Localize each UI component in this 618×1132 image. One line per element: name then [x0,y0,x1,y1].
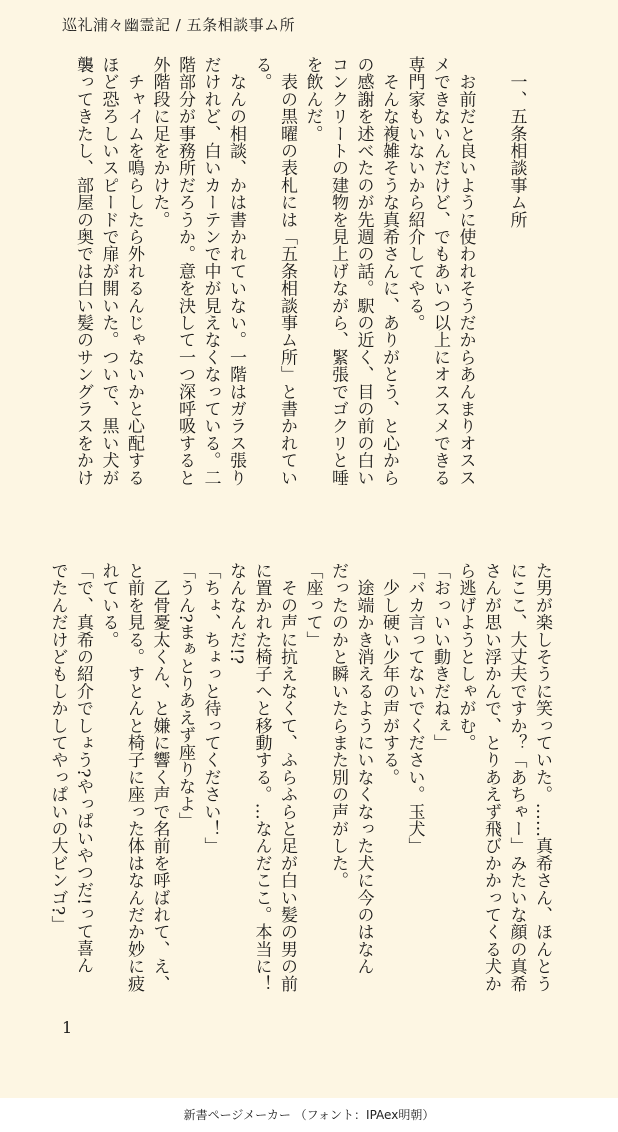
text-line: た男が楽しそうに笑っていた。……真希さん、ほんとう [532,562,552,992]
text-line: 外階段に足をかけた。 [149,56,170,228]
text-line: だけれど、白いカーテンで中が見えなくなっている。二 [200,56,221,486]
text-line: ほど恐ろしいスピードで扉が開いた。ついで、黒い犬が [98,56,119,486]
header-title: 巡礼浦々幽霊記 / 五条相談事ム所 [62,16,296,34]
text-line: さんが思い浮かんで、とりあえず飛びかかってくる犬か [481,562,501,992]
text-line: 階部分が事務所だろうか。意を決して一つ深呼吸すると [175,56,195,486]
text-line [478,56,504,518]
text-line: ら逃げようとしゃがむ。 [455,562,476,752]
text-line: コンクリートの建物を見上げながら、緊張でゴクリと唾 [328,56,348,486]
text-line: その声に抗えなくて、ふらふらと足が白い髪の男の前 [277,562,297,993]
text-line: と前を見る。すとんと椅子に座った体はなんだか妙に疲 [124,562,144,992]
page-number: 1 [62,1018,73,1037]
text-line: る。 [251,56,272,91]
text-line: 「バカ言ってないでください。玉犬」 [404,562,425,855]
text-line: 「おっいい動きだねぇ」 [430,562,450,752]
text-line: 乙骨憂太くん、と嫌に響く声で名前を呼ばれて、え、 [149,562,170,992]
text-line: 少し硬い少年の声がする。 [379,562,399,786]
text-line: 途端かき消えるようにいなくなった犬に今のはなん [353,562,374,975]
text-line: 一、五条相談事ム所 [506,56,527,228]
text-line: チャイムを鳴らしたら外れるんじゃないかと心配する [124,56,144,486]
text-line: 「うん?まぁとりあえず座りなよ」 [175,562,195,830]
text-line: そんな複雑そうな真希さんに、ありがとう、と心から [379,56,399,486]
text-line: お前だと良いように使われそうだからあんまりオスス [455,56,476,486]
text-line: にここ、大丈夫ですか？「あちゃー」みたいな顔の真希 [506,562,527,992]
footer-credit: 新書ページメーカー （フォント：IPAex明朝） [183,1108,435,1122]
text-line [529,56,555,518]
text-line: に置かれた椅子へと移動する。…なんだここ。本当に！ [251,562,272,992]
text-line: 「座って」 [302,562,323,648]
text-line: れている。 [98,562,119,648]
text-line: 「ちょ、ちょっと待ってください！」 [200,562,221,855]
text-line: の感謝を述べたのが先週の話。駅の近く、目の前の白い [353,56,374,486]
text-line: 表の黒曜の表札には「五条相談事ム所」と書かれてい [277,56,297,486]
text-line: なんの相談、かは書かれていない。一階はガラス張り [226,56,246,486]
text-line: 「で、真希の紹介でしょう?やっぱいやつだ!って喜ん [73,562,93,974]
upper-text-block [62,56,554,518]
text-line: だったのかと瞬いたらまた別の声がした。 [328,562,348,889]
text-line: 襲ってきたし、部屋の奥では白い髪のサングラスをかけ [73,56,93,486]
text-line: 専門家もいないから紹介してやる。 [404,56,425,332]
text-line: メできないんだけど、でもあいつ以上にオススメできる [430,56,450,486]
text-line: でたんだけどもしかしてやっぱいの大ビンゴ?」 [47,562,68,933]
text-line: なんなんだ!? [226,562,246,665]
text-line: を飲んだ。 [302,56,323,142]
lower-text-block [47,562,554,1024]
